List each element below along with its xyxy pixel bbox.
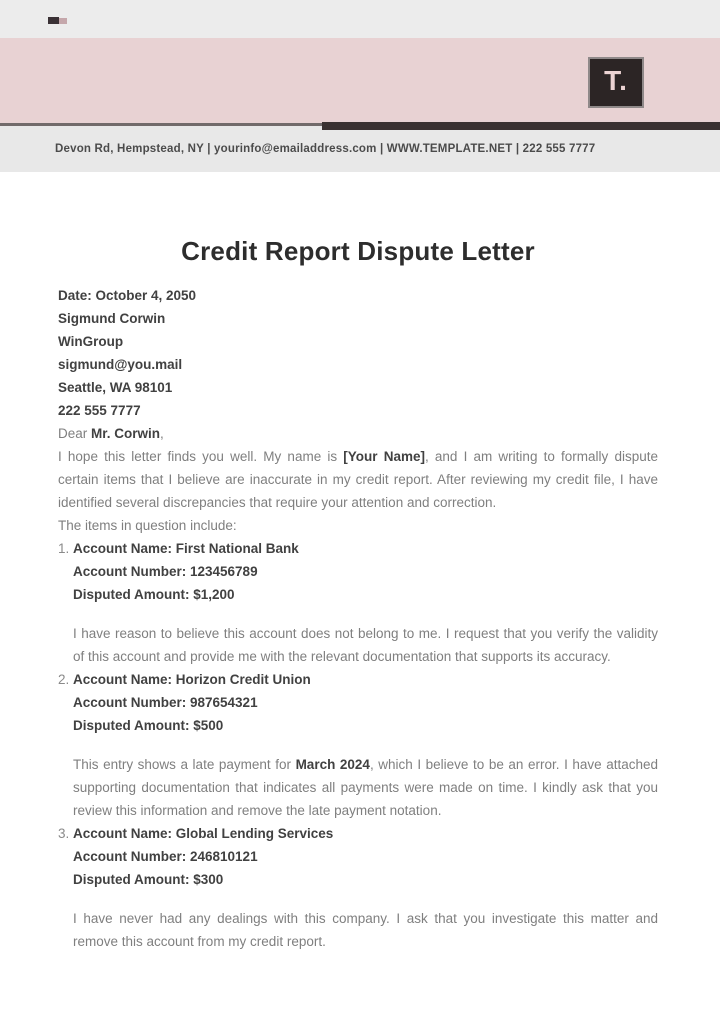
disputed-amount: Disputed Amount: $300	[73, 872, 224, 887]
dispute-item-3	[58, 822, 658, 891]
item-number: 1.	[58, 541, 70, 556]
note-text: I have reason to believe this account does not belong to me. I request that you verify the validity of this account and provide me with the relevant documentation that supports its accuracy.	[73, 626, 658, 664]
sender-email: sigmund@you.mail	[58, 357, 183, 372]
salutation-suffix: ,	[160, 426, 164, 441]
item-number: 3.	[58, 826, 70, 841]
brand-mark-pink-segment	[59, 18, 67, 24]
account-number: Account Number: 987654321	[73, 695, 258, 710]
template-logo	[588, 57, 644, 108]
salutation-name: Mr. Corwin	[91, 426, 161, 441]
account-number: Account Number: 123456789	[73, 564, 258, 579]
dispute-note-1	[58, 622, 658, 668]
sender-name: Sigmund Corwin	[58, 311, 166, 326]
header-rule-accent	[322, 122, 720, 130]
item-details	[73, 668, 658, 737]
dispute-item-1	[58, 537, 658, 606]
sender-phone: 222 555 7777	[58, 403, 141, 418]
sender-address: Seattle, WA 98101	[58, 380, 173, 395]
account-name: Account Name: Global Lending Services	[73, 826, 334, 841]
intro-your-name-placeholder: [Your Name]	[343, 449, 425, 464]
intro-text-before: I hope this letter finds you well. My name is	[58, 449, 344, 464]
intro-paragraph	[58, 445, 658, 514]
salutation-prefix: Dear	[58, 426, 92, 441]
dispute-note-2	[58, 753, 658, 822]
account-number: Account Number: 246810121	[73, 849, 258, 864]
letter-body	[0, 172, 720, 953]
sender-company: WinGroup	[58, 334, 124, 349]
letter-date: Date: October 4, 2050	[58, 288, 197, 303]
brand-mark-icon	[48, 17, 67, 24]
contact-line: Devon Rd, Hempstead, NY | yourinfo@emailaddress.com | WWW.TEMPLATE.NET | 222 555 7777	[55, 143, 596, 155]
item-details	[73, 537, 658, 606]
contact-strip	[0, 126, 720, 172]
item-details	[73, 822, 658, 891]
header-band	[0, 38, 720, 123]
salutation	[58, 422, 658, 445]
dispute-item-2	[58, 668, 658, 737]
intro-text-after: , and I am writing to formally dispute certain items that I believe are inaccurate in my credit report. After reviewing my credit file, I have identified several discrepancies that require your attention and correction.	[58, 449, 658, 510]
account-name: Account Name: First National Bank	[73, 541, 299, 556]
template-logo-text: T.	[604, 65, 628, 96]
item-number: 2.	[58, 672, 70, 687]
top-strip	[0, 0, 720, 38]
note-bold-text: March 2024	[295, 757, 370, 772]
disputed-amount: Disputed Amount: $1,200	[73, 587, 235, 602]
note-text: This entry shows a late payment for	[73, 757, 296, 772]
dispute-note-3	[58, 907, 658, 953]
page-title: Credit Report Dispute Letter	[181, 236, 535, 266]
disputed-amount: Disputed Amount: $500	[73, 718, 224, 733]
note-text-after: , which I believe to be an error. I have attached supporting documentation that indicates all payments were made on time. I kindly ask that you review this information and remove the late payment notation.	[73, 757, 659, 818]
account-name: Account Name: Horizon Credit Union	[73, 672, 311, 687]
brand-mark-dark-segment	[48, 17, 59, 24]
note-text: I have never had any dealings with this company. I ask that you investigate this matter and remove this account from my credit report.	[73, 911, 658, 949]
items-intro: The items in question include:	[58, 518, 237, 533]
